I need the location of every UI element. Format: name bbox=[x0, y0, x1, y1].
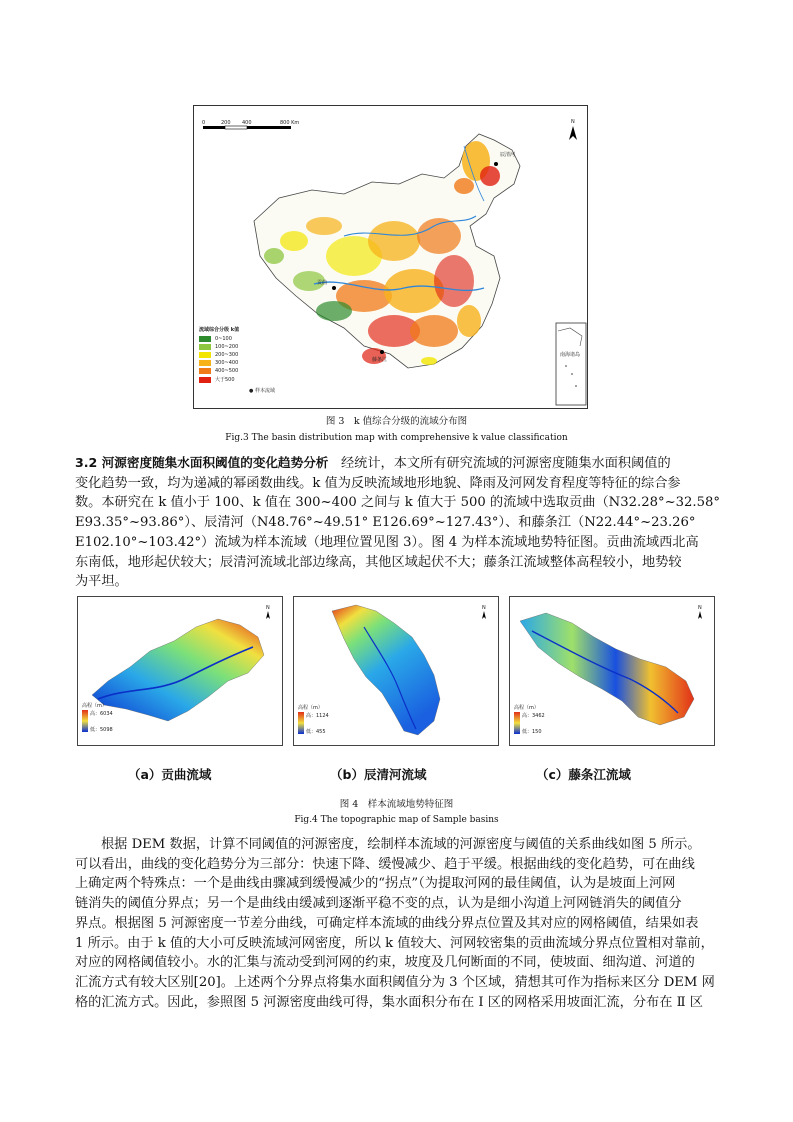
south-china-sea-inset bbox=[556, 323, 586, 405]
legend-item bbox=[199, 344, 289, 350]
body-line-5: 1 所示。由于 k 值的大小可反映流域河网密度，所以 k 值较大、河网较密集的贡曲流域分界点位置相对靠前， bbox=[75, 935, 714, 951]
svg-text:N: N bbox=[698, 605, 702, 611]
svg-text:高程（m）: 高程（m） bbox=[82, 703, 107, 709]
legend-item bbox=[199, 336, 289, 342]
figure-4-caption-cn: 图 4 样本流域地势特征图 bbox=[339, 799, 454, 810]
subcaption-b: （b）辰清河流域 bbox=[330, 767, 427, 782]
label-gongqu: 贡曲 bbox=[317, 280, 328, 286]
body-line-8: 格的汇流方式。因此，参照图 5 河源密度曲线可得，集水面积分布在 Ⅰ 区的网格采用坡面汇流，分布在 Ⅱ 区 bbox=[75, 994, 703, 1010]
legend-item bbox=[199, 360, 289, 366]
svg-text:高：1124: 高：1124 bbox=[306, 713, 329, 719]
section-line-3: E93.35°~93.86°）、辰清河（N48.76°~49.51° E126.69°~127.43°）、和藤条江（N22.44°~23.26° bbox=[75, 515, 696, 531]
svg-text:N: N bbox=[266, 605, 270, 611]
inset-label: 南海诸岛 bbox=[560, 352, 581, 358]
map-legend bbox=[199, 326, 289, 394]
body-line-4: 界点。根据图 5 河源密度一节差分曲线，可确定样本流域的曲线分界点位置及其对应的网格阈值，结果如表 bbox=[75, 915, 699, 931]
section-heading: 3.2 河源密度随集水面积阈值的变化趋势分析 bbox=[75, 455, 329, 470]
label-tengtiao: 藤条江 bbox=[372, 357, 388, 363]
figure-4-panel-b bbox=[293, 596, 499, 746]
label-chenqing: 辰清河 bbox=[500, 152, 516, 158]
legend-label: 200~300 bbox=[215, 352, 239, 358]
subcaption-c: （c）藤条江流域 bbox=[536, 767, 631, 782]
scale-tick-2: 400 bbox=[242, 120, 252, 126]
legend-swatch bbox=[199, 352, 211, 358]
legend-item bbox=[199, 376, 289, 383]
figure-4-panel-a bbox=[77, 596, 283, 746]
legend-item bbox=[199, 368, 289, 374]
legend-item bbox=[199, 352, 289, 358]
figure-3-caption-cn: 图 3 k 值综合分级的流域分布图 bbox=[325, 416, 468, 427]
north-arrow-icon bbox=[569, 119, 577, 140]
legend-sample: ● 样本流域 bbox=[249, 388, 275, 394]
body-line-6: 对应的网格阈值较小。水的汇集与流动受到河网的约束，坡度及几何断面的不同，使坡面、细沟道、河道的 bbox=[75, 955, 695, 971]
scale-tick-3: 800 Km bbox=[280, 120, 300, 126]
body-paragraph bbox=[75, 835, 725, 1012]
scale-bar bbox=[202, 120, 299, 129]
svg-text:低：5098: 低：5098 bbox=[90, 727, 113, 733]
section-line-2: 数。本研究在 k 值小于 100、k 值在 300~400 之间与 k 值大于 500 的流域中选取贡曲（N32.28°~32.58° bbox=[75, 495, 720, 511]
section-line-1: 变化趋势一致，均为递减的幂函数曲线。k 值为反映流域地形地貌、降雨及河网发育程度等特征的综合参 bbox=[75, 475, 681, 491]
body-line-1: 可以看出，曲线的变化趋势分为三部分：快速下降、缓慢减少、趋于平缓。根据曲线的变化趋势，可在曲线 bbox=[75, 856, 695, 872]
figure-4-panel-c bbox=[509, 596, 715, 746]
scale-tick-1: 200 bbox=[221, 120, 231, 126]
svg-text:N: N bbox=[482, 605, 486, 611]
legend-label: 300~400 bbox=[215, 360, 239, 366]
figure-3-map bbox=[193, 105, 588, 409]
legend-swatch bbox=[199, 344, 211, 350]
legend-title: 流域综合分级 k值 bbox=[199, 327, 240, 333]
legend-label: 100~200 bbox=[215, 344, 239, 350]
svg-text:低：150: 低：150 bbox=[522, 729, 542, 735]
legend-label: 400~500 bbox=[215, 368, 239, 374]
body-line-0: 根据 DEM 数据，计算不同阈值的河源密度，绘制样本流域的河源密度与阈值的关系曲线如图 5 所示。 bbox=[101, 837, 701, 852]
svg-text:高：3462: 高：3462 bbox=[522, 713, 545, 719]
legend-label: 0~100 bbox=[215, 336, 232, 342]
legend-label: 大于500 bbox=[215, 377, 235, 383]
section-line-5: 东南低，地形起伏较大；辰清河流域北部边缘高，其他区域起伏不大；藤条江流域整体高程较小，地势较 bbox=[75, 554, 682, 570]
section-line-0: 经统计，本文所有研究流域的河源密度随集水面积阈值的 bbox=[340, 456, 671, 471]
legend-swatch bbox=[199, 377, 211, 383]
legend-swatch bbox=[199, 368, 211, 374]
figure-3-caption-en: Fig.3 The basin distribution map with comprehensive k value classification bbox=[225, 433, 568, 443]
legend-swatch bbox=[199, 336, 211, 342]
body-line-3: 链消失的阈值分界点；另一个是曲线由缓减到逐渐平稳不变的点，认为是细小沟道上河网链消失的阈值分 bbox=[75, 896, 682, 912]
section-3-2 bbox=[75, 453, 725, 592]
figure-4-caption-en: Fig.4 The topographic map of Sample basins bbox=[294, 815, 499, 825]
body-line-2: 上确定两个特殊点：一个是曲线由骤减到缓慢减少的“拐点”（为提取河网的最佳阈值，认为是坡面上河网 bbox=[75, 876, 676, 892]
subcaption-a: （a）贡曲流域 bbox=[128, 767, 212, 782]
section-line-4: E102.10°~103.42°）流域为样本流域（地理位置见图 3）。图 4 为样本流域地势特征图。贡曲流域西北高 bbox=[75, 534, 699, 550]
svg-text:N: N bbox=[571, 119, 575, 125]
legend-swatch bbox=[199, 360, 211, 366]
svg-text:高：6034: 高：6034 bbox=[90, 711, 113, 717]
svg-text:高程（m）: 高程（m） bbox=[514, 705, 539, 711]
svg-text:高程（m）: 高程（m） bbox=[298, 705, 323, 711]
scale-tick-0: 0 bbox=[202, 120, 206, 126]
svg-text:低：455: 低：455 bbox=[306, 729, 326, 735]
body-line-7: 汇流方式有较大区别[20]。上述两个分界点将集水面积阈值分为 3 个区域，猜想其可作为指标来区分 DEM 网 bbox=[75, 974, 715, 990]
section-line-6: 为平坦。 bbox=[75, 574, 128, 590]
